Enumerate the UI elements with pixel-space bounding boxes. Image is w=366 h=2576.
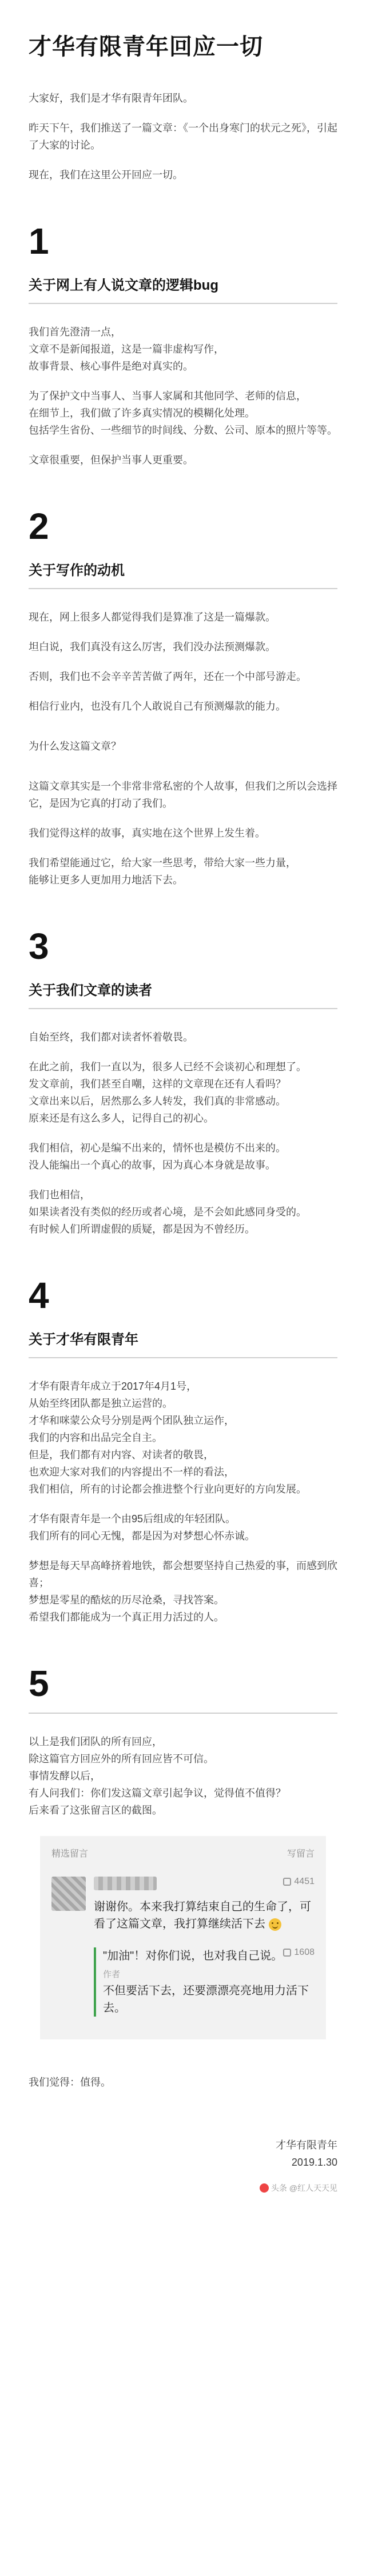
paragraph: 有人问我们：你们发这篇文章引起争议，觉得值不值得？ [29, 1787, 286, 1799]
like-count: 4451 [294, 1877, 315, 1886]
paragraph: 在此之前，我们一直以为，很多人已经不会谈初心和理想了。 [29, 1061, 307, 1073]
intro-paragraph: 昨天下午，我们推送了一篇文章：《一个出身寒门的状元之死》，引起了大家的讨论。 [29, 122, 337, 151]
paragraph: 故事背景、核心事件是绝对真实的。 [29, 361, 193, 372]
paragraph: 我们觉得这样的故事，真实地在这个世界上发生着。 [29, 827, 265, 839]
page-title: 才华有限青年回应一切 [29, 34, 263, 59]
reply-text-continued: 不但要活下去，还要漂漂亮亮地用力活下去。 [103, 1985, 309, 2014]
paragraph: 我们的内容和出品完全自主。 [29, 1432, 162, 1443]
paragraph: 除这篇官方回应外的所有回应皆不可信。 [29, 1753, 214, 1765]
section-title: 关于我们文章的读者 [29, 983, 152, 998]
toutiao-logo-icon [260, 2183, 269, 2193]
paragraph: 否则，我们也不会辛辛苦苦做了两年，还在一个中部号游走。 [29, 671, 307, 682]
paragraph: 发文章前，我们甚至自嘲，这样的文章现在还有人看吗？ [29, 1078, 286, 1090]
section-divider [29, 1357, 337, 1358]
like-button[interactable] [283, 1877, 315, 1887]
paragraph: 以上是我们团队的所有回应， [29, 1736, 162, 1747]
author-tag: 作者 [103, 1970, 121, 1979]
comment-screenshot [40, 1836, 326, 2039]
intro-block [29, 90, 337, 183]
section-title: 关于才华有限青年 [29, 1332, 138, 1347]
closing-line: 我们觉得：值得。 [29, 2077, 111, 2088]
signature-name: 才华有限青年 [276, 2139, 337, 2151]
section-2 [29, 506, 337, 889]
paragraph: 事情发酵以后， [29, 1770, 101, 1782]
intro-paragraph: 大家好，我们是才华有限青年团队。 [29, 93, 193, 104]
paragraph: 我们相信，初心是编不出来的，情怀也是模仿不出来的。 [29, 1142, 286, 1154]
section-number: 5 [29, 1663, 49, 1704]
paragraph: 相信行业内，也没有几个人敢说自己有预测爆款的能力。 [29, 701, 286, 712]
section-1 [29, 221, 337, 469]
section-4 [29, 1275, 337, 1626]
paragraph: 才华有限青年成立于2017年4月1号， [29, 1381, 197, 1392]
comments-header [51, 1846, 315, 1859]
paragraph: 原来还是有这么多人，记得自己的初心。 [29, 1113, 214, 1124]
paragraph: 文章出来以后，居然那么多人转发，我们真的非常感动。 [29, 1095, 286, 1107]
paragraph: 没人能编出一个真心的故事，因为真心本身就是故事。 [29, 1159, 276, 1171]
paragraph: 我们首先澄清一点， [29, 326, 121, 338]
paragraph: 才华有限青年是一个由95后组成的年轻团队。 [29, 1513, 236, 1525]
section-number: 4 [29, 1275, 49, 1316]
section-number: 3 [29, 926, 49, 967]
thumb-up-icon [283, 1949, 291, 1957]
intro-paragraph: 现在，我们在这里公开回应一切。 [29, 169, 183, 181]
paragraph: 为什么发这篇文章？ [29, 741, 121, 752]
section-number: 2 [29, 506, 49, 547]
paragraph: 有时候人们所谓虚假的质疑，都是因为不曾经历。 [29, 1223, 255, 1235]
section-3 [29, 926, 337, 1238]
watermark-text: 头条 @红人天天见 [270, 2183, 337, 2193]
section-divider [29, 1008, 337, 1009]
paragraph: 为了保护文中当事人、当事人家属和其他同学、老师的信息， [29, 390, 307, 402]
comment-text [94, 1898, 315, 1933]
paragraph: 文章很重要，但保护当事人更重要。 [29, 454, 193, 466]
section-5 [29, 1663, 337, 1819]
paragraph: 从始至终团队都是独立运营的。 [29, 1398, 173, 1409]
blurred-username [94, 1877, 157, 1890]
paragraph: 我们希望能通过它，给大家一些思考，带给大家一些力量， [29, 857, 296, 869]
paragraph: 希望我们都能成为一个真正用力活过的人。 [29, 1611, 224, 1623]
section-number: 1 [29, 221, 49, 262]
section-divider [29, 1713, 337, 1714]
section-divider [29, 588, 337, 589]
paragraph: 才华和咪蒙公众号分别是两个团队独立运作， [29, 1415, 234, 1426]
watermark [29, 2182, 337, 2194]
smile-emoji-icon [269, 1918, 281, 1931]
reply-like-count: 1608 [294, 1947, 315, 1957]
section-title: 关于网上有人说文章的逻辑bug [29, 278, 218, 293]
paragraph: 我们所有的同心无愧，都是因为对梦想心怀赤诚。 [29, 1530, 255, 1542]
paragraph: 包括学生省份、一些细节的时间线、分数、公司、原本的照片等等。 [29, 425, 337, 436]
featured-comments-label: 精选留言 [51, 1849, 89, 1859]
paragraph: 能够让更多人更加用力地活下去。 [29, 874, 183, 886]
paragraph: 文章不是新闻报道，这是一篇非虚构写作， [29, 343, 224, 355]
signature [29, 2137, 337, 2171]
write-comment-link[interactable]: 写留言 [287, 1849, 315, 1859]
paragraph: 我们相信，所有的讨论都会推进整个行业向更好的方向发展。 [29, 1483, 307, 1495]
paragraph: 我们也相信， [29, 1189, 90, 1201]
comment-text-content: 谢谢你。本来我打算结束自己的生命了，可看了这篇文章，我打算继续活下去 [94, 1901, 311, 1930]
paragraph: 现在，网上很多人都觉得我们是算准了这是一篇爆款。 [29, 611, 276, 623]
avatar [51, 1877, 86, 1911]
reply-like-button[interactable] [283, 1947, 315, 1958]
paragraph: 这篇文章其实是一个非常非常私密的个人故事，但我们之所以会选择它，是因为它真的打动了我们。 [29, 781, 337, 809]
paragraph: 但是，我们都有对内容、对读者的敬畏， [29, 1449, 214, 1461]
reply-top [103, 1947, 315, 1965]
comment-body [94, 1877, 315, 1933]
paragraph: 梦想是零星的酷炫的历尽沧桑，寻找答案。 [29, 1594, 224, 1606]
paragraph: 自始至终，我们都对读者怀着敬畏。 [29, 1031, 193, 1043]
paragraph: 梦想是每天早高峰挤着地铁，都会想要坚持自己热爱的事，而感到欣喜； [29, 1560, 337, 1589]
comment-item [51, 1877, 315, 1933]
paragraph: 坦白说，我们真没有这么厉害，我们没办法预测爆款。 [29, 641, 276, 653]
section-title: 关于写作的动机 [29, 563, 125, 578]
paragraph: 后来看了这张留言区的截图。 [29, 1805, 162, 1816]
section-divider [29, 303, 337, 304]
comment-top [94, 1877, 315, 1890]
reply-text: "加油"！对你们说，也对我自己说。 [103, 1950, 283, 1962]
thumb-up-icon [283, 1878, 291, 1886]
author-reply [94, 1947, 315, 2017]
paragraph: 在细节上，我们做了许多真实情况的模糊化处理。 [29, 407, 255, 419]
paragraph: 也欢迎大家对我们的内容提出不一样的看法， [29, 1466, 234, 1478]
paragraph: 如果读者没有类似的经历或者心境，是不会如此感同身受的。 [29, 1206, 307, 1218]
signature-date: 2019.1.30 [291, 2157, 337, 2168]
